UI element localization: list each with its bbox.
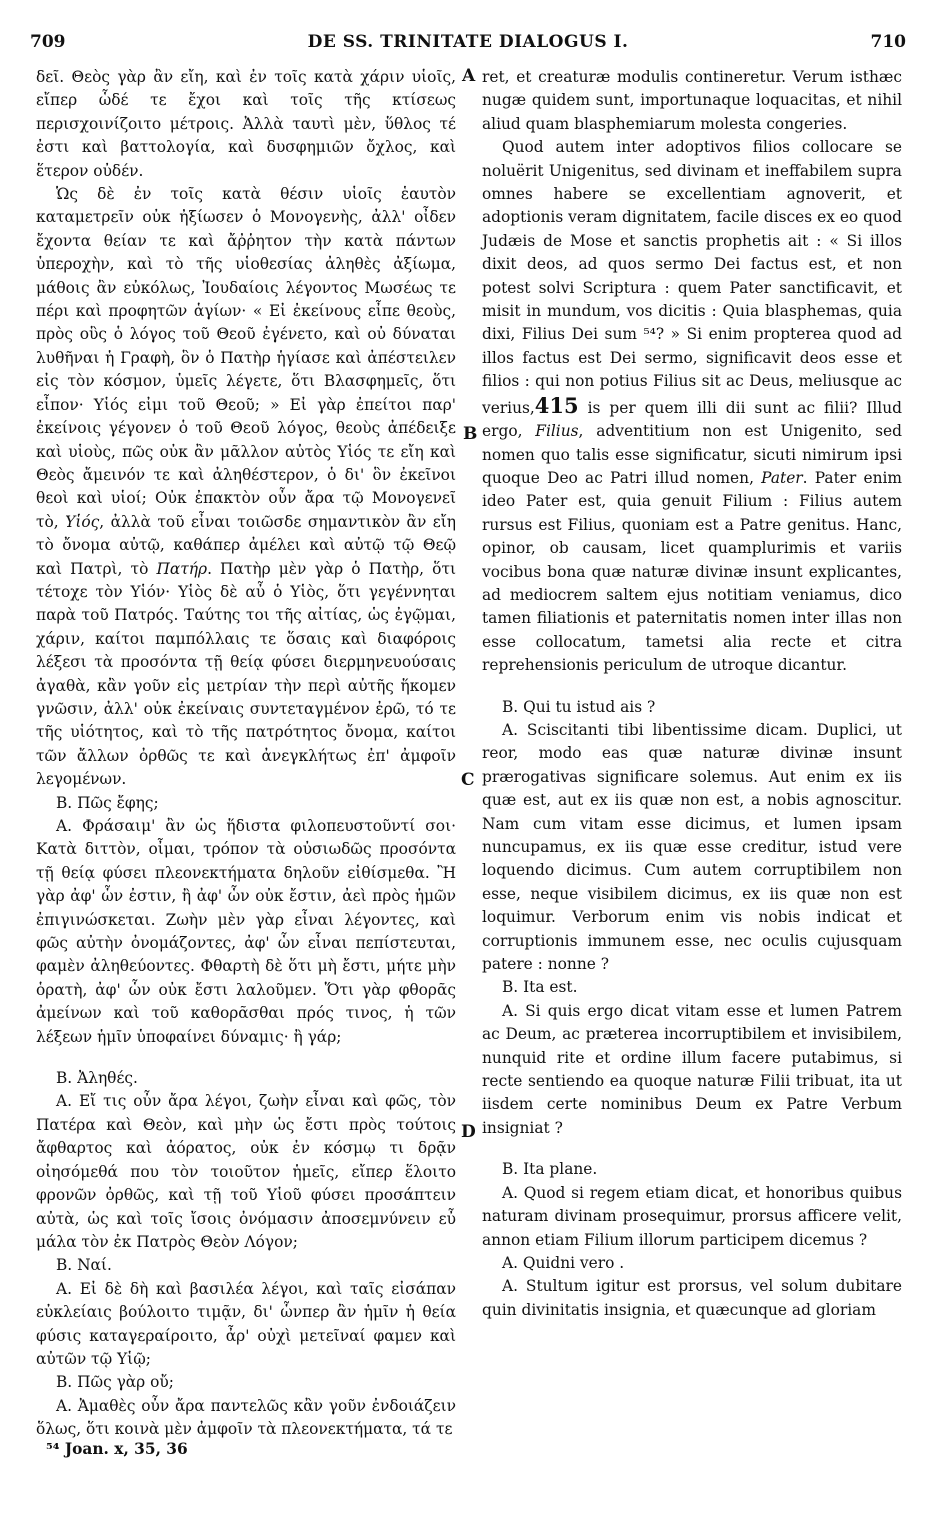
latin-paragraph: ret, et creaturæ modulis contineretur. Verum isthæc nugæ quidem sunt, importunaque loquacitas, et nihil aliud quam blasphemiarum molesta congeries. <box>482 68 902 133</box>
greek-italic-term: Πατήρ <box>156 559 208 578</box>
running-title: DE SS. TRINITATE DIALOGUS I. <box>307 32 629 52</box>
footnote: ⁵⁴ Joan. x, 35, 36 <box>46 1440 188 1458</box>
latin-dialogue-line: B. Ita est. <box>502 978 578 997</box>
latin-dialogue-line: A. Si quis ergo dicat vitam esse et lumen Patrem ac Deum, ac præterea incorruptibilem et invisibilem, nunquid rite et ordine illum facere putabimus, si recte sentiendo ea quoque naturæ Filii tribuat, ita ut iisdem certe nominibus Deum ex Patre Verbum insigniat ? <box>482 1001 902 1137</box>
greek-paragraph: δεῖ. Θεὸς γὰρ ἂν εἴη, καὶ ἐν τοῖς κατὰ χάριν υἱοῖς, εἴπερ ὧδέ τε ἔχοι καὶ τοῖς τῆς κτίσεως περισχοινίζοιτο μέτροις. Ἀλλὰ ταυτὶ μὲν, ὕθλος τέ ἐστι καὶ βαττολογία, καὶ δυσφημιῶν ὄχλος, καὶ ἕτερον οὐδέν. <box>36 68 456 180</box>
greek-dialogue-line: Β. Πῶς ἔφης; <box>56 793 159 812</box>
greek-dialogue-line: Α. Ἀμαθὲς οὖν ἄρα παντελῶς κἂν γοῦν ἐνδοιάζειν ὅλως, ὅτι κοινὰ μὲν ἀμφοῖν τὰ πλεονεκτήματα, τά τε <box>36 1396 456 1439</box>
marginal-number: 415 <box>534 392 579 418</box>
latin-dialogue-line: B. Ita plane. <box>502 1160 598 1179</box>
latin-column <box>482 66 902 1322</box>
greek-column <box>36 66 456 1442</box>
latin-dialogue-line: A. Quidni vero . <box>502 1253 625 1272</box>
latin-italic-term: Filius <box>535 422 579 441</box>
greek-paragraph: Ὡς δὲ ἐν τοῖς κατὰ θέσιν υἱοῖς ἑαυτὸν καταμετρεῖν οὐκ ἠξίωσεν ὁ Μονογενὴς, ἀλλ' οἶδεν ἔχοντα θείαν τε καὶ ἄῤῥητον τὴν κατὰ πάντων ὑπεροχὴν, καὶ τὸ τῆς υἱοθεσίας ἀληθὲς ἀξίωμα, μάθοις ἂν εὐκόλως, Ἰουδαίοις λέγοντος Μωσέως τε πέρι καὶ προφητῶν ἁγίων· « Εἰ ἐκείνους εἶπε θεοὺς, πρὸς οὓς ὁ λόγος τοῦ Θεοῦ ἐγένετο, καὶ οὐ δύναται λυθῆναι ἡ Γραφὴ, ὃν ὁ Πατὴρ ἡγίασε καὶ ἀπέστειλεν εἰς τὸν κόσμον, ὑμεῖς λέγετε, ὅτι Βλασφημεῖς, ὅτι εἶπον· Υἱός εἰμι τοῦ Θεοῦ; » Εἰ γὰρ ἐπείτοι παρ' ἐκείνοις γέγονεν ὁ τοῦ Θεοῦ λόγος, θεοὺς ἀπέδειξε καὶ υἱοὺς, πῶς οὐκ ἂν μᾶλλον αὐτὸς Υἱός τε εἴη καὶ Θεὸς ἄμεινόν τε καὶ ἀληθέστερον, ὁ δι' ὃν ἐκεῖνοι θεοὶ καὶ υἱοί; Οὐκ ἐπακτὸν οὖν ἄρα τῷ Μονογενεῖ τὸ, Υἱός, ἀλλὰ τοῦ εἶναι τοιῶσδε σημαντικὸν ἂν εἴη τὸ ὄνομα αὐτῷ, καθάπερ ἀμέλει καὶ αὐτῷ τῷ Θεῷ καὶ Πατρὶ, τὸ Πατήρ. Πατὴρ μὲν γὰρ ὁ Πατὴρ, ὅτι τέτοχε τὸν Υἱόν· Υἱὸς δὲ αὖ ὁ Υἱὸς, ὅτι γεγέννηται παρὰ τοῦ Πατρός. Ταύτης τοι τῆς αἰτίας, ὡς ἐγῷμαι, χάριν, καίτοι παμπόλλαις τε ὅσαις καὶ διαφόροις λέξεσι τὰ προσόντα τῇ θείᾳ φύσει διερμηνευούσαις ἀγαθὰ, κἂν γοῦν εἰς μετρίαν τὴν περὶ αὐτῆς ἥκομεν γνῶσιν, ἀλλ' οὐκ ἐκείναις συντεταγμένον ἐρῶ, τό τε τῆς υἱότητος, καὶ τὸ τῆς πατρότητος ὄνομα, καίτοι τῶν ἄλλων ὀρθῶς τε καὶ ἀνεγκλήτως ἐπ' ἀμφοῖν λεγομένων. <box>36 185 457 789</box>
section-marker-c: C <box>461 770 475 790</box>
page-number-right: 710 <box>870 32 906 52</box>
latin-dialogue-line: A. Sciscitanti tibi libentissime dicam. Duplici, ut reor, modo eas quæ naturæ divinæ insunt prærogativas significare solemus. Aut enim ex iis quæ est, aut ex iis quæ non est, a nobis agnoscitur. Nam cum vitam esse dicimus, et lumen ipsam nuncupamus, ex iis quæ esse creditur, istud vere loquendo dicimus. Cum autem corruptibilem non esse, neque visibilem dicimus, ex iis quæ non est loquimur. Verborum enim vis nobis indicat et corruptionis immunem esse, nec oculis cujusquam patere : nonne ? <box>482 720 902 974</box>
latin-dialogue-line: A. Quod si regem etiam dicat, et honoribus quibus naturam divinam prosequimur, prorsus afficere velit, annon etiam Filium illorum participem dicemus ? <box>482 1183 902 1249</box>
greek-dialogue-line: Α. Εἴ τις οὖν ἄρα λέγοι, ζωὴν εἶναι καὶ φῶς, τὸν Πατέρα καὶ Θεὸν, καὶ μὴν ὡς ἔστι πρὸς τούτοις ἄφθαρτος καὶ ἀόρατος, οὐκ ἐν κόσμῳ τι δρᾷν οἰησόμεθά που τὸν τοιοῦτον ἡμεῖς, εἴπερ ἕλοιτο φρονῶν ὀρθῶς, καὶ τῇ τοῦ Υἱοῦ φύσει προσάπτειν αὐτὰ, ὡς καὶ τοῖς ἴσοις ὀνόμασιν ἀποσεμνύνειν εὖ μάλα τὸν ἐκ Πατρὸς Θεὸν Λόγον; <box>36 1092 456 1251</box>
latin-dialogue-line: B. Qui tu istud ais ? <box>502 697 656 716</box>
greek-dialogue-line: Β. Ἀληθές. <box>56 1069 138 1088</box>
greek-dialogue-line: Α. Φράσαιμ' ἂν ὡς ἥδιστα φιλοπευστοῦντί σοι· Κατὰ διττὸν, οἶμαι, τρόπον τὰ οὐσιωδῶς προσόντα τῇ θείᾳ φύσει πλεονεκτήματα δηλοῦν εἰθίσμεθα. Ἢ γὰρ ἀφ' ὧν ἐστιν, ἢ ἀφ' ὧν οὐκ ἔστιν, ἀεὶ πρὸς ἡμῶν ἐπιγινώσκεται. Ζωὴν μὲν γὰρ εἶναι λέγοντες, καὶ φῶς αὐτὴν ὀνομάζοντες, ἀφ' ὧν εἶναι πεπίστευται, φαμὲν ἀληθεύοντες. Φθαρτὴ δὲ ὅτι μὴ ἔστι, μήτε μὴν ὁρατὴ, ἀφ' ὧν οὐκ ἔστι λαλοῦμεν. Ὅτι γὰρ φθορᾶς ἀμείνων καὶ τοῦ καθορᾶσθαι πρός τινος, ἡ τῶν λέξεων ἡμῖν ὑποφαίνει δύναμις· ἢ γάρ; <box>36 817 456 1046</box>
greek-dialogue-line: Β. Πῶς γὰρ οὔ; <box>56 1373 174 1392</box>
running-header <box>30 32 906 60</box>
page-number-left: 709 <box>30 32 66 52</box>
latin-italic-term: Pater <box>761 468 803 487</box>
section-marker-b: B <box>463 424 478 444</box>
greek-italic-term: Υἱός <box>65 512 100 531</box>
greek-dialogue-line: Α. Εἰ δὲ δὴ καὶ βασιλέα λέγοι, καὶ ταῖς εἰσάπαν εὐκλείαις βούλοιτο τιμᾷν, δι' ὧνπερ ἂν ἡμῖν ἡ θεία φύσις καταγεραίροιτο, ἆρ' οὐχὶ μετεῖναί φαμεν καὶ αὐτῶν τῷ Υἱῷ; <box>36 1279 456 1368</box>
latin-dialogue-line: A. Stultum igitur est prorsus, vel solum dubitare quin divinitatis insignia, et quæcunque ad gloriam <box>482 1277 902 1319</box>
greek-dialogue-line: Β. Ναί. <box>56 1256 112 1275</box>
section-marker-a: A <box>462 66 476 86</box>
latin-paragraph: Quod autem inter adoptivos filios collocare se noluërit Unigenitus, sed divinam et ineffabilem supra omnes habere se excellentiam agnoverit, et adoptionis veram dignitatem, facile disces ex eo quod Judæis de Mose et sanctis prophetis ait : « Si illos dixit deos, ad quos sermo Dei factus est, et non potest solvi Scriptura : quem Pater sanctificavit, et misit in mundum, vos dicitis : Quia blasphemas, quia dixi, Filius Dei sum ⁵⁴? » Si enim propterea quod ad illos factus est Dei sermo, significavit deos esse et filios : qui non potius Filius sit ac Deus, meliusque ac verius,415 is per quem illi dii sunt ac filii? Illud ergo, Filius, adventitium non est Unigenito, sed nomen quo talis esse significatur, sicuti nimirum ipsi quoque Deo ac Patri illud nomen, Pater. Pater enim ideo Pater est, quia genuit Filium : Filius autem rursus est Filius, quoniam est a Patre genitus. Hanc, opinor, ob causam, licet quamplurimis et variis vocibus bona quæ naturæ divinæ insunt explicantes, ad mediocrem saltem ejus notitiam veniamus, dico tamen filiationis et paternitatis nomen inter illas non esse collocatum, tametsi alia recte et citra reprehensionis periculum de utroque dicantur. <box>482 138 902 675</box>
section-marker-d: D <box>461 1122 476 1142</box>
